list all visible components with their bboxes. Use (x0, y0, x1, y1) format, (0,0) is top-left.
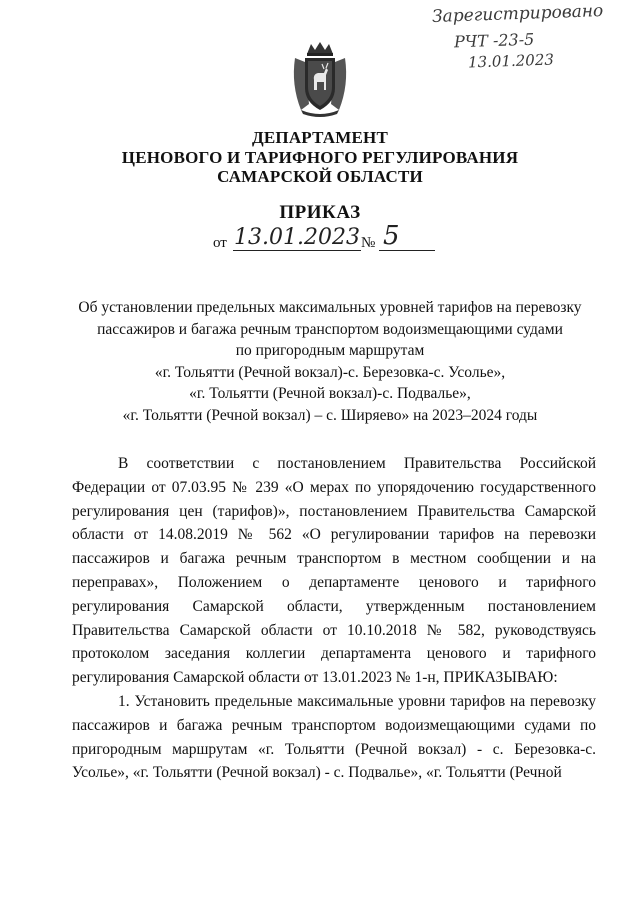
date-underline (233, 250, 361, 251)
preamble-paragraph: В соответствии с постановлением Правительства Российской Федерации от 07.03.95 № 239 «О мерах по упорядочению государственного регулирования цен (тарифов)», постановлением Правительства Самарской области от 14.08.2019 № 562 «О регулировании тарифов на перевозки пассажиров и багажа речным транспортом в местном сообщении и на переправах», Положением о департаменте ценового и тарифного регулирования Самарской области, утвержденным постановлением Правительства Самарской области от 10.10.2018 № 582, руководствуясь протоколом заседания коллегии департамента ценового и тарифного регулирования Самарской области от 13.01.2023 № 1-н, ПРИКАЗЫВАЮ: (72, 455, 596, 687)
coat-of-arms-icon (287, 40, 353, 118)
registration-note-line2: РЧТ -23-5 (453, 29, 535, 52)
title-line: пассажиров и багажа речным транспортом водоизмещающими судами (97, 320, 563, 338)
title-line: Об установлении предельных максимальных уровней тарифов на перевозку (78, 299, 582, 316)
registration-note-line3: 13.01.2023 (467, 50, 555, 72)
number-sign: № (361, 235, 376, 251)
clause-text: Установить предельные максимальные уровни тарифов на перевозку пассажиров и багажа речным транспортом водоизмещающими судами по пригородным маршрутам «г. Тольятти (Речной вокзал) - с. Березовка-с. Усолье», «г. Тольятти (Речной вокзал) - с. Подвалье», «г. Тольятти (Речной (72, 692, 597, 782)
department-title-line1: ДЕПАРТАМЕНТ (251, 128, 389, 147)
order-date: 13.01.2023 (234, 225, 360, 250)
department-title-line3: САМАРСКОЙ ОБЛАСТИ (217, 167, 423, 186)
date-prefix: от (213, 235, 227, 251)
number-underline (379, 250, 435, 251)
clause-1-paragraph (72, 690, 596, 785)
clause-number: 1. (118, 692, 130, 710)
title-line: «г. Тольятти (Речной вокзал)-с. Березовка-с. Усолье», (154, 363, 506, 381)
order-heading: ПРИКАЗ (279, 202, 361, 223)
registration-note-line1: Зарегистрировано (431, 1, 604, 27)
title-line: по пригородным маршрутам (235, 342, 425, 359)
title-line: «г. Тольятти (Речной вокзал)-с. Подвалье», (189, 385, 471, 402)
order-body (72, 452, 596, 785)
department-title-line2: ЦЕНОВОГО И ТАРИФНОГО РЕГУЛИРОВАНИЯ (121, 148, 519, 167)
title-line: «г. Тольятти (Речной вокзал) – с. Ширяево» на 2023–2024 годы (122, 406, 538, 424)
order-date-line (213, 221, 443, 253)
order-title (60, 297, 600, 426)
order-number: 5 (383, 221, 400, 251)
